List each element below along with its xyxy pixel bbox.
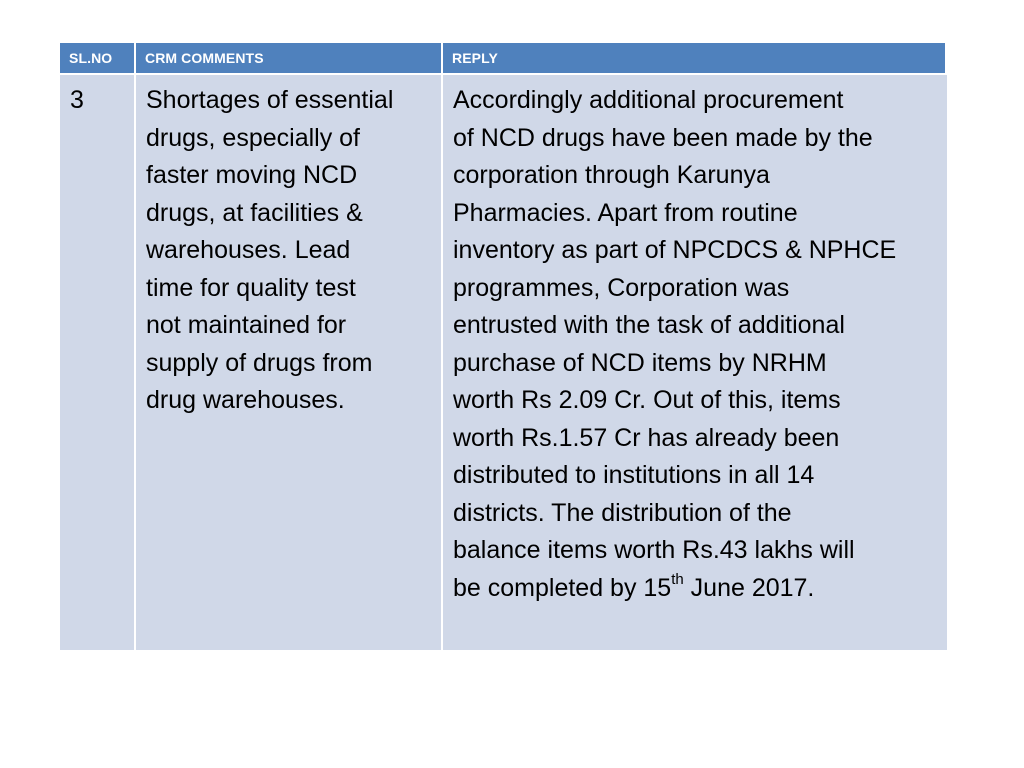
reply-last-line: [453, 570, 939, 608]
reply-line: inventory as part of NPCDCS & NPHCE: [453, 236, 897, 264]
ordinal-suffix: th: [671, 571, 684, 589]
reply-last-before: be completed by 15: [453, 573, 672, 602]
reply-line: worth Rs.1.57 Cr has already been: [453, 423, 840, 452]
comment-line: faster moving NCD: [146, 161, 358, 189]
reply-line: of NCD drugs have been made by the: [453, 123, 873, 152]
reply-line: districts. The distribution of the: [453, 498, 792, 527]
comment-line: drugs, at facilities &: [146, 198, 363, 227]
reply-line: purchase of NCD items by NRHM: [453, 348, 827, 377]
header-crm-comments: CRM COMMENTS: [136, 43, 443, 75]
cell-reply: [443, 75, 947, 650]
reply-line: distributed to institutions in all 14: [453, 461, 815, 489]
comment-line: warehouses. Lead: [146, 236, 351, 264]
header-slno: SL.NO: [60, 43, 136, 75]
header-reply: REPLY: [443, 43, 947, 75]
comment-line: time for quality test: [146, 273, 356, 302]
comment-line: drug warehouses.: [146, 386, 345, 414]
reply-line: worth Rs 2.09 Cr. Out of this, items: [453, 386, 841, 414]
comment-line: not maintained for: [146, 311, 347, 339]
cell-crm-comment: [136, 75, 443, 650]
reply-line: programmes, Corporation was: [453, 273, 790, 302]
reply-line: balance items worth Rs.43 lakhs will: [453, 536, 855, 564]
reply-line: Pharmacies. Apart from routine: [453, 198, 798, 227]
cell-slno: 3: [60, 75, 136, 650]
reply-line: corporation through Karunya: [453, 161, 770, 189]
comment-line: Shortages of essential: [146, 86, 394, 114]
comment-line: drugs, especially of: [146, 123, 361, 152]
comment-line: supply of drugs from: [146, 348, 373, 377]
reply-line: Accordingly additional procurement: [453, 86, 844, 114]
reply-last-after: June 2017.: [683, 573, 815, 602]
reply-line: entrusted with the task of additional: [453, 311, 845, 339]
crm-table: [60, 43, 947, 650]
